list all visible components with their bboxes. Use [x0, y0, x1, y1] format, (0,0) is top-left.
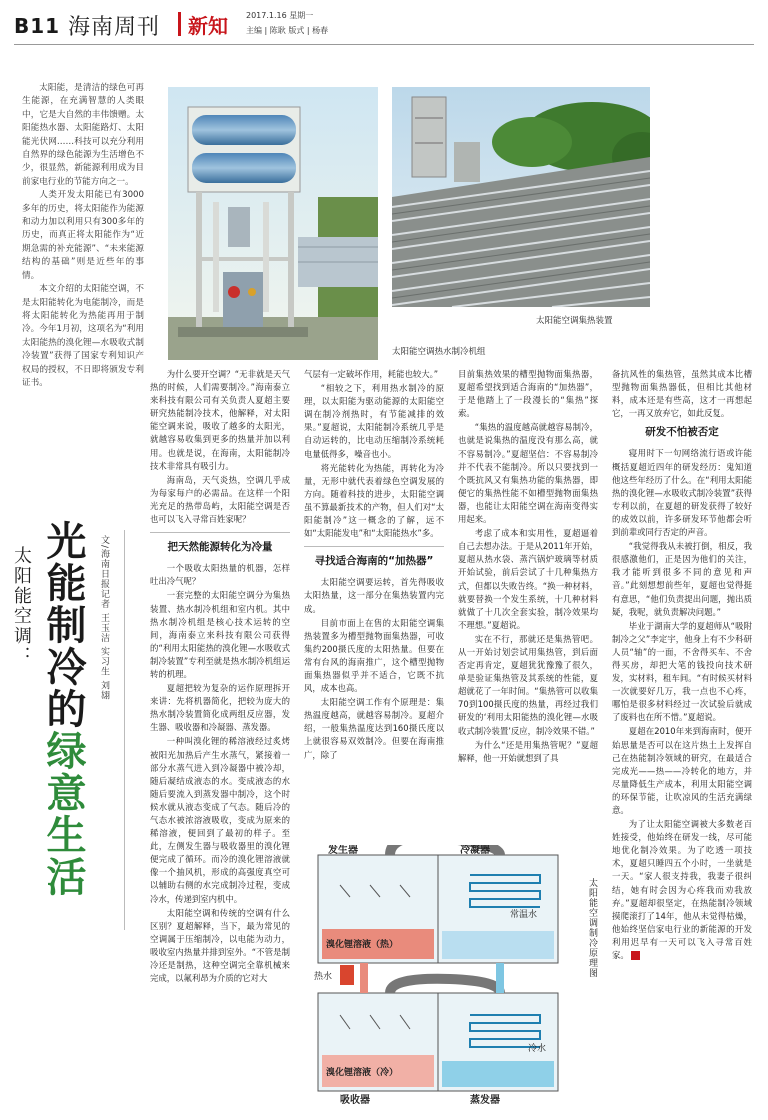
generator-label: 发生器 — [328, 845, 358, 856]
subheading: 把天然能源转化为冷量 — [150, 532, 290, 554]
article-column-1 — [150, 368, 290, 986]
paragraph: 考虑了成本和实用性，夏超逼着自己去想办法。于是从2011年开始，夏超从热水袋、蒸汽锅炉玻璃等材质开始试验，前后尝试了十几种集热方式，但都以失败告终。“换一种材料，就要替换一个发生系统，十几种材料就做了十几次全套实验，制冷效果均不理想。”夏超说。 — [458, 528, 598, 630]
headline-main-black: 光能制冷的 — [40, 520, 86, 730]
paragraph-text: 为了让太阳能空调被大多数老百姓接受，他始终在研发一线，尽可能地优化制冷效果。为了吃透一项技术，夏超只睡四五个小时，一坐就是一天。“家人很支持我，我妻子很纠结，她有时会因为心疼我而劝我放弃。”夏超却很坚定，在热能制冷领域摸爬滚打了14年，他从未觉得枯燥，他始终坚信家电行业的新能源的开发利用迟早有一天可以飞入寻常百姓家。 — [612, 819, 752, 961]
paragraph: 为什么“还是用集热管呢？”夏超解释，他一开始就想到了具 — [458, 739, 598, 763]
intro-paragraph: 本文介绍的太阳能空调，不是太阳能转化为电能制冷，而是将太阳能转化为热能再用于制冷。今年1月初，这项名为“利用太阳能热的溴化锂—水吸收式制冷装置”获得了国家专利知识产权局的授权，不日即将颁发专利证书。 — [22, 284, 144, 388]
paragraph: 夏超把较为复杂的运作原理拆开来讲：先将机器简化，把较为庞大的热水制冷装置简化成两组反应器，发生器、吸收器和冷凝器、蒸发器。 — [150, 683, 290, 733]
article-column-2 — [304, 368, 444, 763]
evaporator-label: 蒸发器 — [470, 1095, 500, 1106]
paragraph: 将光能转化为热能，再转化为冷量，无形中就代表着绿色空调发展的方向。随着科技的进步，太阳能空调虽不算最新技术的产物，但人们对“太阳能制冷”这一概念的了解，远不如“太阳能发电”和“太阳能热水”多。 — [304, 462, 444, 539]
paragraph: 夏超在2010年来到海南时，便开始思量是否可以在这片热土上发挥自己在热能制冷领域的研究，在最适合完成光——热——冷转化的地方，并尽量降低生产成本，利用太阳能空调的环保节能，让吹凉风的生活充满绿意。 — [612, 726, 752, 815]
paragraph: 备抗风性的集热管，虽然其成本比槽型抛物面集热器低，但相比其他材料，成本还是有些高，这才一再想起它，一再又放弃它，如此反复。 — [612, 369, 752, 419]
date-line: 2017.1.16 星期一 — [246, 11, 314, 20]
byline: 文/海南日报记者 王玉洁 实习生 刘翃 — [99, 535, 109, 701]
normal-water-label: 常温水 — [510, 909, 538, 919]
paragraph — [612, 818, 752, 962]
hot-water-label: 热水 — [314, 971, 333, 981]
paragraph: “我觉得我从未被打倒，相反，我很感激他们，正是因为他们的关注，我才能听到很多不同的意见和声音。”此刻想想前些年，夏超也觉得挺有意思，“他们负责提出问题，抛出质疑，我呢，就负责解决问题。” — [612, 541, 752, 617]
page-header — [0, 0, 768, 46]
intro-paragraph: 人类开发太阳能已有3000多年的历史，将太阳能作为能源和动力加以利用只有300多年的历史，而真正将太阳能作为“近期急需的补充能源”、“未来能源结构的基础”则是近些年的事情。 — [22, 190, 144, 281]
paragraph: 一个吸收太阳热量的机器，怎样吐出冷气呢？ — [150, 563, 290, 587]
condensed-water-pool — [442, 931, 554, 959]
heater-block — [340, 965, 354, 985]
photo-caption: 太阳能空调热水制冷机组 — [392, 347, 486, 357]
paragraph: 一种叫溴化锂的稀溶液经过炙烤被阳光加热后产生水蒸气，紧接着一部分水蒸气进入到冷凝器中被冷却，随后凝结成液态的水。变成液态的水随后要流入到蒸发器中制冷，这个时候水就从液态变成了气态。随后冷的气态水被浓溶液吸收，变成为原来的稀溶液，便回到了最初的样子。至此，左侧发生器与吸收器里的溴化锂便完成了循环。而冷的溴化锂溶液就像一个抽风机，形成的高强度真空可以辅助右侧的水完成制冷过程，变成冷水，传递到室内机中。 — [150, 736, 290, 904]
evaporator-water-pool — [442, 1061, 554, 1087]
subheading: 研发不怕被否定 — [645, 426, 719, 439]
paragraph: “相较之下，利用热水制冷的原理，以太阳能为驱动能源的太阳能空调在制冷剂热时，有节能减排的效果。”夏超说，太阳能制冷系统几乎是自动运转的，比电动压缩制冷系统耗电量低得多，噪音也小。 — [304, 383, 444, 459]
article-column-3 — [458, 368, 598, 766]
brand-logo: 海南周刊 — [68, 15, 161, 40]
paragraph: 气层有一定破坏作用，耗能也较大。” — [304, 369, 439, 379]
photo-caption: 太阳能空调集热装置 — [536, 316, 613, 326]
header-rule — [14, 44, 754, 45]
paragraph: 为什么要开空调？“无非就是天气热的时候，人们需要制冷。”海南泰立来科技有限公司有关负责人夏超主要研究热能制冷技术，他解释，对太阳能空调来说，吸收了越多的太阳光，就越容易收集到更多的热量并加以利用。也就是说，在海南，太阳能制冷技术非常具有吸引力。 — [150, 369, 290, 471]
absorber-label: 吸收器 — [340, 1095, 370, 1106]
collector-array-photo — [392, 87, 650, 307]
refrigeration-diagram — [300, 845, 590, 1107]
subheading: 寻找适合海南的“加热器” — [304, 546, 444, 568]
cold-water-label: 冷水 — [528, 1043, 547, 1053]
paragraph: 一套完整的太阳能空调分为集热装置、热水制冷机组和室内机。其中热水制冷机组是核心技术运转的空间，海南泰立来科技有限公司获得的“利用太阳能热的溴化锂—水吸收式制冷装置”专利至就是热水制冷机组运转的机理。 — [150, 590, 290, 679]
paragraph: 寝用时下一句网络流行语或许能概括夏超近四年的研发经历：鬼知道他这些年经历了什么。在“利用太阳能热的溴化锂—水吸收式制冷装置”获得专利以前，在夏超的研发获得了较好的成效以前，许多研发环节他都会听到前辈或同行否定的声音。 — [612, 448, 752, 538]
headline-main-green: 绿意生活 — [40, 730, 86, 898]
page-number: B11 — [14, 14, 61, 38]
headline-sub: 太阳能空调： — [11, 546, 32, 666]
paragraph: 目前集热效果的槽型抛物面集热器，夏超希望找到适合海南的“加热器”，于是他踏上了一段漫长的“集热”探索。 — [458, 369, 598, 419]
intro-paragraph: 太阳能，是清洁的绿色可再生能源，在充满智慧的人类眼中，它是大自然的丰伟馈赠。太阳能热水器、太阳能路灯、太阳能光伏网……科技可以充分利用自然界的绿色能源为生活增色不少，很显然，新能源利用成为目前家电行业的节能方向之一。 — [22, 83, 144, 187]
editor-credits: 主编 | 陈耿 版式 | 杨春 — [246, 26, 329, 35]
intro-text — [22, 82, 144, 390]
paragraph: 海南岛，天气炎热，空调几乎成为每家每户的必需品。在这样一个阳光充足的热带岛屿，太阳能空调是否也可以飞入寻常百姓家呢？ — [150, 474, 290, 525]
cold-solution-label: 溴化锂溶液（冷） — [326, 1067, 399, 1077]
article-column-4 — [612, 368, 752, 963]
paragraph: 太阳能空调工作有个原理是：集热温度越高，就越容易制冷。夏超介绍，一般集热温度达到160摄氏度以上就很容易双效制冷。但要在海南推广，除了 — [304, 697, 444, 760]
section-name: 新知 — [188, 14, 228, 38]
paragraph: 太阳能空调要运转，首先得吸收太阳热量，这一部分在集热装置内完成。 — [304, 577, 444, 614]
paragraph: “集热的温度越高就越容易制冷，也就是说集热的温度没有那么高，就不容易制冷。”夏超坚信：不容易制冷并不代表不能制冷。所以只要找到一个既抗风又有集热功能的集热器，即便它的集热性能不如槽型抛物面集热器，也能让太阳能空调在海南变得实用起来。 — [458, 422, 598, 525]
title-rule — [124, 530, 125, 930]
diagram-caption: 太阳能空调制冷原理图 — [587, 878, 597, 978]
chiller-unit-photo — [168, 87, 378, 360]
headline-main — [40, 520, 86, 898]
end-mark-icon — [631, 951, 640, 960]
condenser-label: 冷凝器 — [460, 845, 490, 856]
paragraph: 太阳能空调和传统的空调有什么区别？夏超解释，当下，最为常见的空调属于压缩制冷，以电能为动力，吸收室内热量并排到室外。“不管是制冷还是制热，这种空调完全靠机械来完成，以氟利昂为介质的它对大 — [150, 907, 290, 984]
section-divider — [178, 12, 181, 36]
hot-solution-label: 溴化锂溶液（热） — [326, 939, 399, 949]
paragraph: 目前市面上在售的太阳能空调集热装置多为槽型抛物面集热器，可收集约200摄氏度的太阳热量。但要在常有台风的海南推广，这个槽型抛物面集热器似乎并不适合，它既不抗风，成本也高。 — [304, 617, 444, 694]
paragraph: 毕业于湖南大学的夏超师从“吸附制冷之父”李定宇，他身上有不少科研人员“轴”的一面，不舍得买车、不舍得买房，却把大笔的钱投向技术研发，实材料，租车间。“有时候买材料一次就要好几万，我一点也不心疼，哪怕是很多材料经过一次试验后就成了废料也在所不惜。”夏超说。 — [612, 620, 752, 723]
paragraph: 实在不行，那就还是集热管吧。从一开始讨划尝试用集热管，到后面否定再肯定，夏超犹犹豫豫了很久，单是验证集热管及其系统的性能，夏超就花了一年时间。“集热管可以收集70到100摄氏度的热量，再经过我们研发的‘利用太阳能热的溴化锂—水吸收式制冷装置’反应，制冷效果不错。” — [458, 633, 598, 736]
